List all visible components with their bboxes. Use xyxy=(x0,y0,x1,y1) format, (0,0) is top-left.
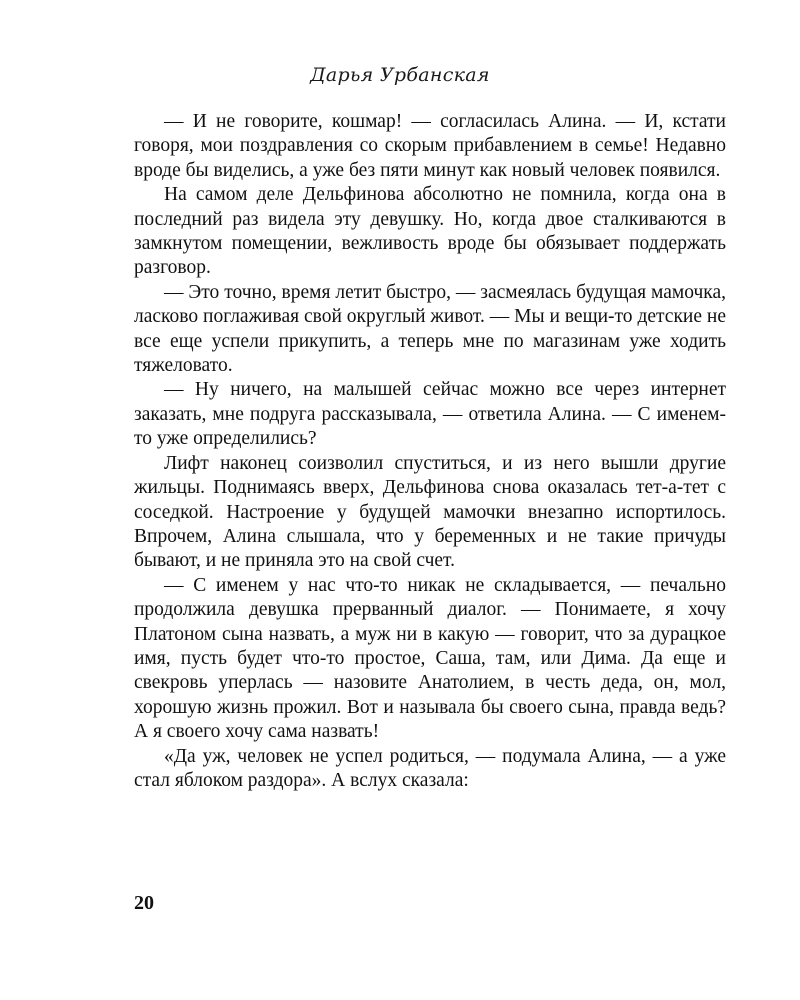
paragraph: — Ну ничего, на малышей сейчас можно все через интернет заказать, мне подруга рассказывала, — ответила Алина. — С именем-то уже определились? xyxy=(134,379,726,450)
paragraph: На самом деле Дельфинова абсолютно не помнила, когда она в последний раз видела эту девушку. Но, когда двое сталкиваются в замкнутом помещении, вежливость вроде бы обязывает поддержать разговор. xyxy=(134,184,726,279)
body-text xyxy=(134,110,726,793)
running-head: Дарья Урбанская xyxy=(310,64,490,86)
paragraph: «Да уж, человек не успел родиться, — подумала Алина, — а уже стал яблоком раздора». А вслух сказала: xyxy=(134,745,726,791)
paragraph: — С именем у нас что-то никак не складывается, — печально продолжила девушка прерванный диалог. — Понимаете, я хочу Платоном сына назвать, а муж ни в какую — говорит, что за дурацкое имя, пусть будет что-то простое, Саша, там, или Дима. Да еще и свекровь уперлась — назовите Анатолием, в честь деда, он, мол, хорошую жизнь прожил. Вот и называла бы своего сына, правда ведь? А я своего хочу сама назвать! xyxy=(134,574,726,743)
page-number: 20 xyxy=(134,892,154,914)
paragraph: — Это точно, время летит быстро, — засмеялась будущая мамочка, ласково поглаживая свой округлый живот. — Мы и вещи-то детские не все еще успели прикупить, а теперь мне по магазинам уже ходить тяжеловато. xyxy=(134,281,726,377)
paragraph: Лифт наконец соизволил спуститься, и из него вышли другие жильцы. Поднимаясь вверх, Дельфинова снова оказалась тет-а-тет с соседкой. Настроение у будущей мамочки внезапно испортилось. Впрочем, Алина слышала, что у беременных и не такие причуды бывают, и не приняла это на свой счет. xyxy=(134,452,726,572)
paragraph: — И не говорите, кошмар! — согласилась Алина. — И, кстати говоря, мои поздравления со скорым прибавлением в семье! Недавно вроде бы виделись, а уже без пяти минут как новый человек появился. xyxy=(134,111,726,181)
